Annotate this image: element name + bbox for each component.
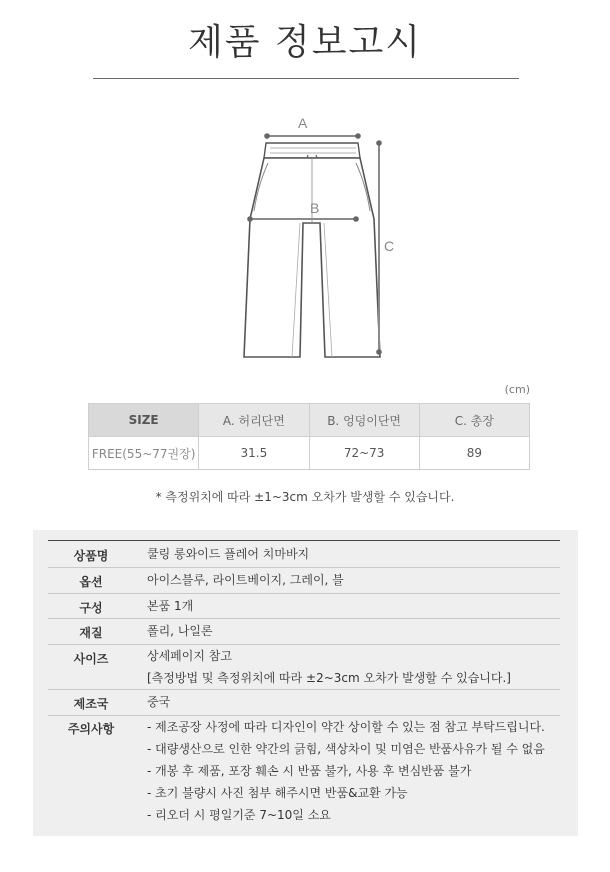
- hip-cell: 72~73: [309, 437, 419, 470]
- info-value: [147, 620, 213, 642]
- size-header: SIZE: [89, 404, 199, 437]
- info-label: 재질: [79, 626, 103, 640]
- title-divider: [93, 78, 519, 79]
- info-label: 주의사항: [67, 722, 115, 736]
- info-row-product-name: [48, 541, 560, 568]
- info-value: [147, 595, 193, 617]
- label-a: A: [298, 115, 308, 131]
- info-line: 폴리, 나일론: [147, 624, 213, 638]
- measurement-note: * 측정위치에 따라 ±1~3cm 오차가 발생할 수 있습니다.: [155, 490, 455, 504]
- info-line: 아이스블루, 라이트베이지, 그레이, 블: [147, 573, 344, 587]
- measure-dot-a-left: [264, 133, 270, 139]
- measure-dot-b-right: [353, 216, 359, 222]
- pants-size-diagram: [230, 105, 400, 365]
- measure-dot-a-right: [355, 133, 361, 139]
- info-line: 상세페이지 참고: [147, 649, 232, 663]
- info-line: - 제조공장 사정에 따라 디자인이 약간 상이할 수 있는 점 참고 부탁드립니다.: [147, 720, 545, 734]
- unit-label: (cm): [504, 383, 530, 396]
- info-label: 옵션: [79, 575, 103, 589]
- length-header: C. 총장: [419, 404, 529, 437]
- info-value: [147, 569, 344, 591]
- info-row-material: [48, 619, 560, 645]
- label-b: B: [310, 200, 320, 216]
- size-table-header-row: [89, 404, 530, 437]
- waist-header: A. 허리단면: [199, 404, 309, 437]
- pants-waistband: [264, 143, 360, 158]
- info-value: [147, 691, 170, 713]
- hip-header: B. 엉덩이단면: [309, 404, 419, 437]
- info-label: 상품명: [73, 549, 109, 563]
- info-label: 구성: [79, 601, 103, 615]
- page-title: 제품 정보고시: [187, 22, 423, 63]
- size-cell: FREE(55~77권장): [89, 437, 199, 470]
- info-line: - 리오더 시 평일기준 7~10일 소요: [147, 808, 331, 822]
- info-line: 쿨링 롱와이드 플레어 치마바지: [147, 547, 310, 561]
- measure-dot-b-left: [247, 216, 253, 222]
- size-table: [88, 403, 530, 470]
- info-row-composition: [48, 594, 560, 619]
- label-c: C: [384, 238, 395, 254]
- info-line: 본품 1개: [147, 599, 194, 613]
- info-value: [147, 716, 545, 826]
- waist-cell: 31.5: [199, 437, 309, 470]
- info-label: 사이즈: [73, 652, 109, 666]
- info-value: [147, 645, 511, 689]
- info-line: [측정방법 및 측정위치에 따라 ±2~3cm 오차가 발생할 수 있습니다.]: [147, 671, 511, 685]
- table-row: [89, 437, 530, 470]
- info-value: [147, 543, 309, 565]
- info-line: - 개봉 후 제품, 포장 훼손 시 반품 불가, 사용 후 변심반품 불가: [147, 764, 472, 778]
- info-row-size: [48, 645, 560, 690]
- info-line: 중국: [147, 695, 171, 709]
- measure-dot-c-bottom: [376, 349, 382, 355]
- info-line: - 대량생산으로 인한 약간의 긁힘, 색상차이 및 미염은 반품사유가 될 수 없음: [147, 742, 545, 756]
- info-row-origin: [48, 690, 560, 716]
- info-label: 제조국: [73, 697, 109, 711]
- info-row-caution: [48, 716, 560, 831]
- info-line: - 초기 불량시 사진 첨부 해주시면 반품&교환 가능: [147, 786, 408, 800]
- measure-dot-c-top: [376, 140, 382, 146]
- length-cell: 89: [419, 437, 529, 470]
- info-row-options: [48, 568, 560, 594]
